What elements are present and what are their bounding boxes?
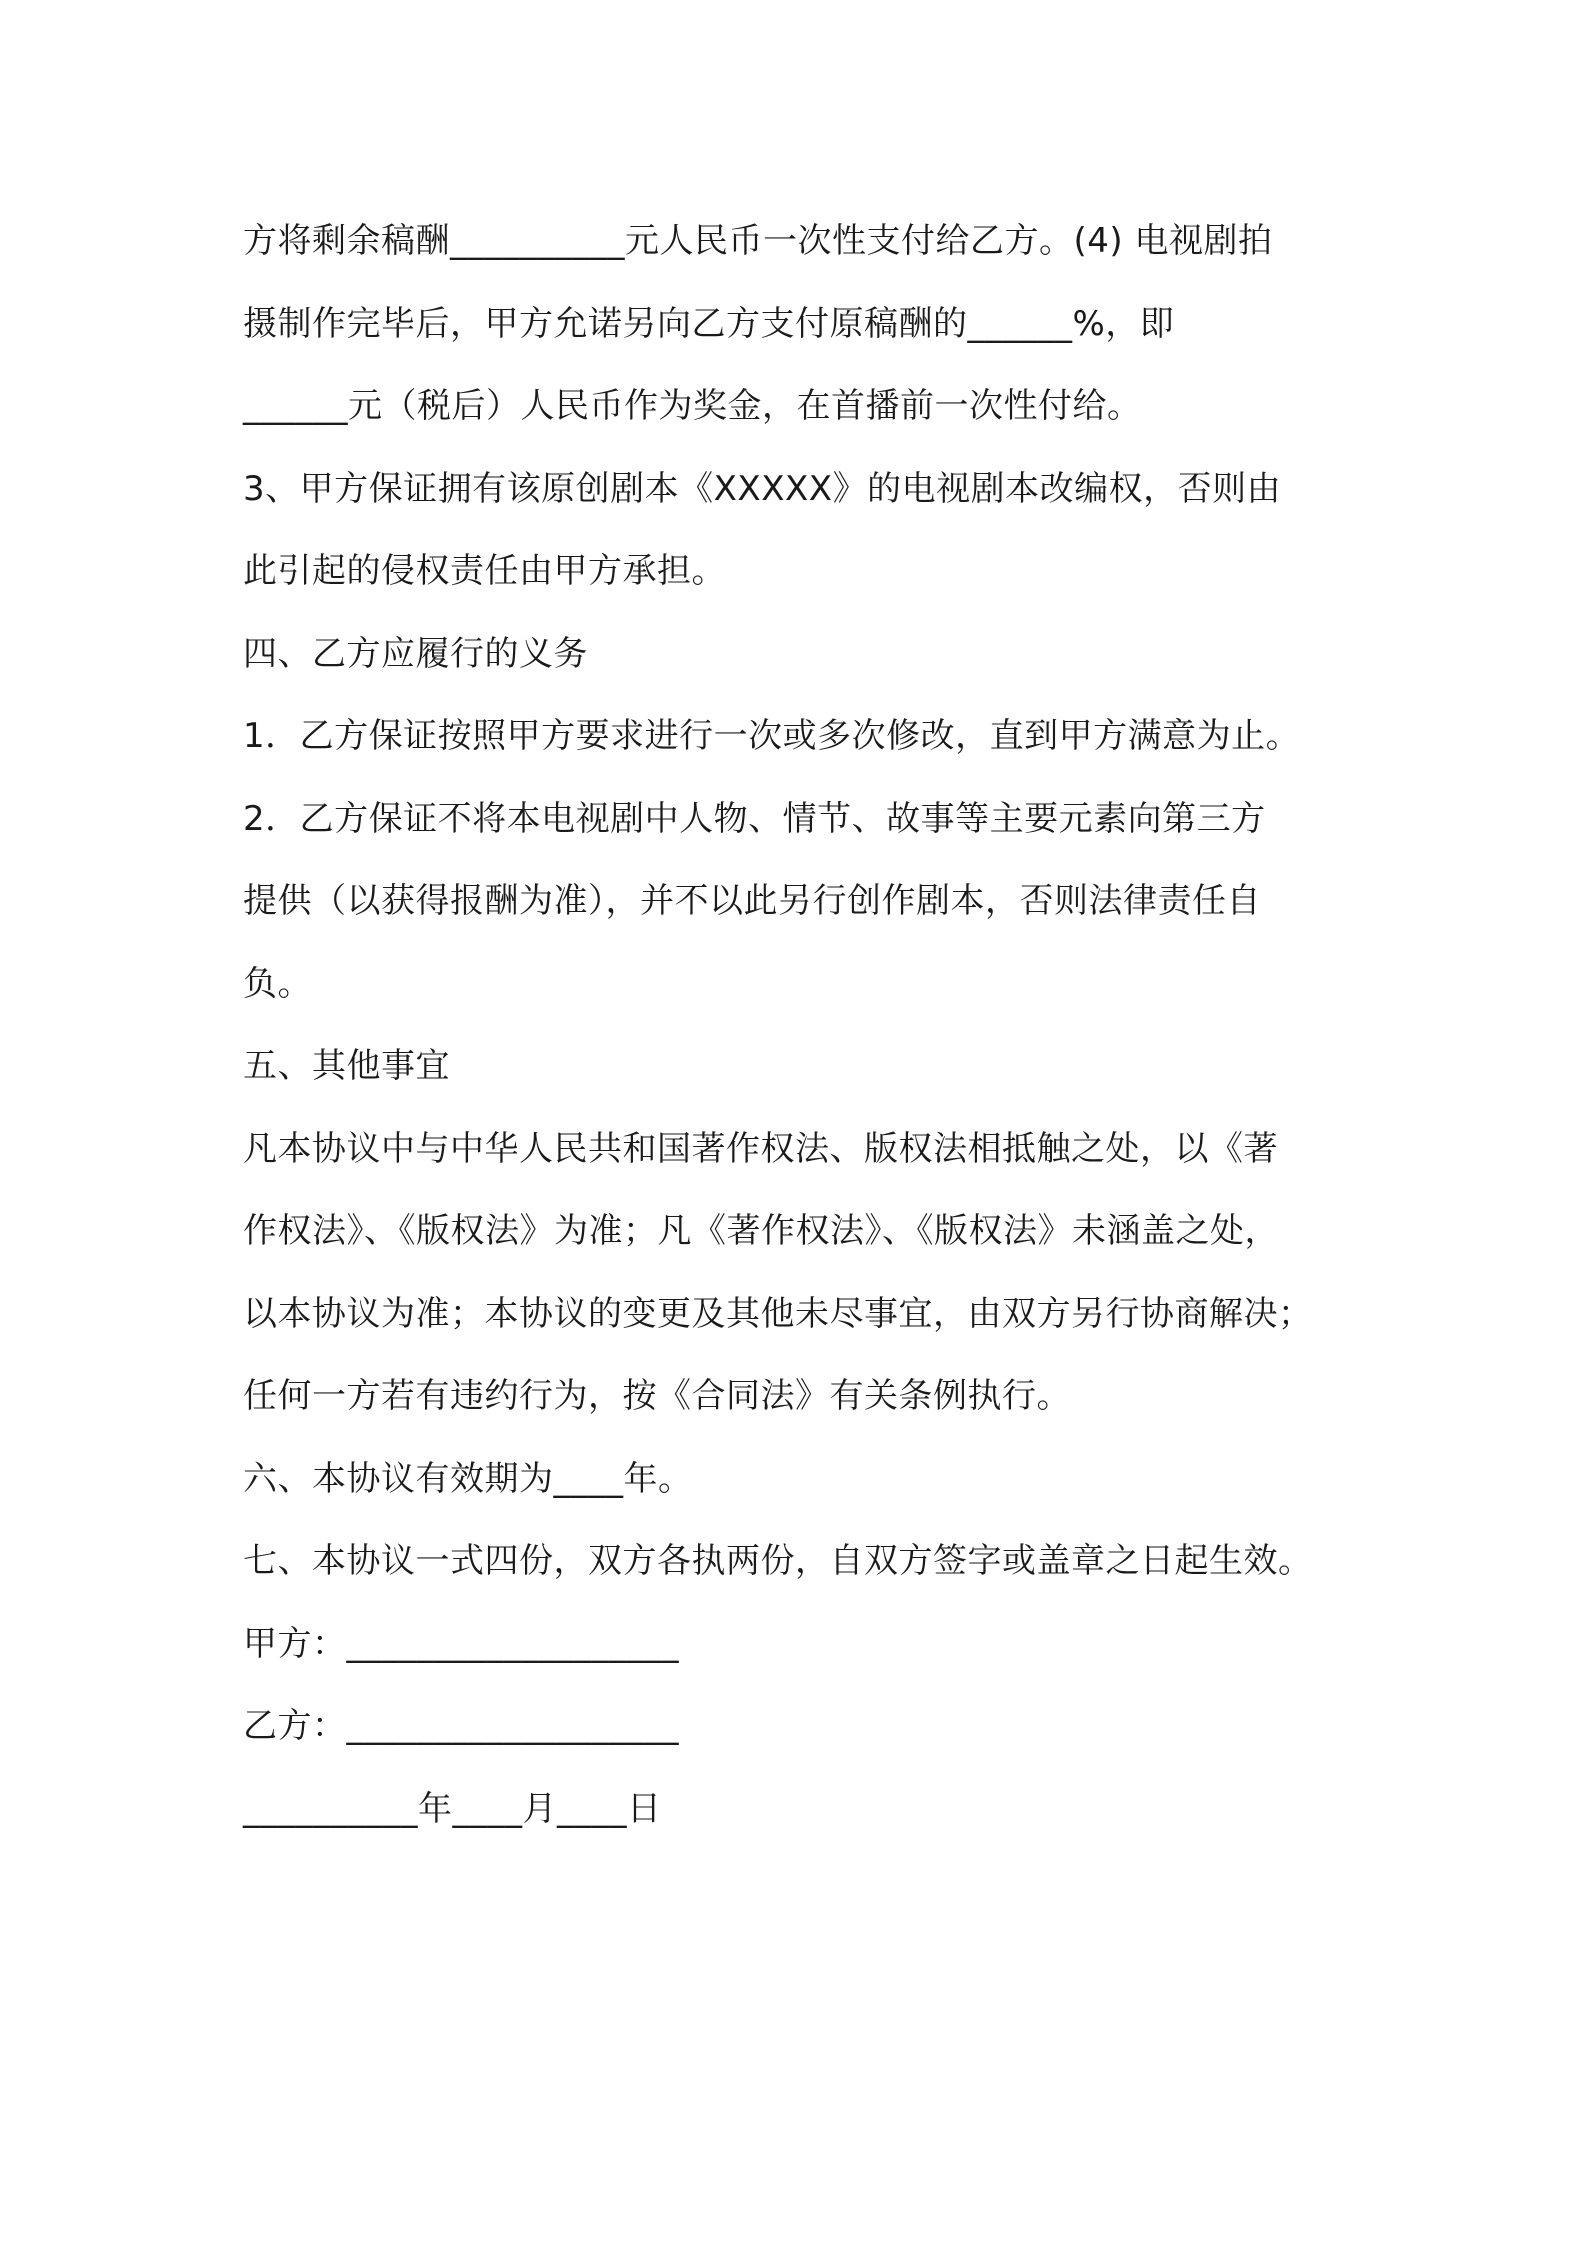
party-b-signature-line: 乙方：___________________	[243, 1706, 679, 1746]
payment-remaining-line: 方将剩余稿酬__________元人民币一次性支付给乙方。(4) 电视剧拍	[243, 221, 1273, 261]
party-a-signature-line: 甲方：___________________	[243, 1623, 679, 1664]
clause-3-line-2: 此引起的侵权责任由甲方承担。	[243, 551, 726, 591]
payment-bonus-amount-line: ______元（税后）人民币作为奖金，在首播前一次性付给。	[243, 386, 1142, 426]
document-body	[243, 200, 1383, 1850]
section-5-line-4: 任何一方若有违约行为，按《合同法》有关条例执行。	[243, 1376, 1071, 1416]
section-5-line-3: 以本协议为准；本协议的变更及其他未尽事宜，由双方另行协商解决；	[243, 1293, 1313, 1334]
section-5-line-1: 凡本协议中与中华人民共和国著作权法、版权法相抵触之处，以《著	[243, 1128, 1278, 1169]
clause-4-2-line-3: 负。	[243, 963, 312, 1004]
clause-4-2-line-1: 2．乙方保证不将本电视剧中人物、情节、故事等主要元素向第三方	[243, 798, 1266, 839]
payment-bonus-line: 摄制作完毕后，甲方允诺另向乙方支付原稿酬的______%，即	[243, 303, 1175, 344]
section-5-line-2: 作权法》、《版权法》为准；凡《著作权法》、《版权法》未涵盖之处，	[243, 1211, 1279, 1251]
date-line: __________年____月____日	[243, 1788, 662, 1829]
clause-4-2-line-2: 提供（以获得报酬为准），并不以此另行创作剧本，否则法律责任自	[243, 881, 1261, 921]
section-4-heading: 四、乙方应履行的义务	[243, 633, 588, 674]
clause-3-line-1: 3、甲方保证拥有该原创剧本《XXXXX》的电视剧本改编权，否则由	[243, 468, 1282, 509]
section-6-validity: 六、本协议有效期为____年。	[243, 1458, 693, 1499]
section-7-copies: 七、本协议一式四份，双方各执两份，自双方签字或盖章之日起生效。	[243, 1541, 1313, 1581]
section-5-heading: 五、其他事宜	[243, 1046, 450, 1086]
clause-4-1: 1．乙方保证按照甲方要求进行一次或多次修改，直到甲方满意为止。	[243, 716, 1301, 756]
